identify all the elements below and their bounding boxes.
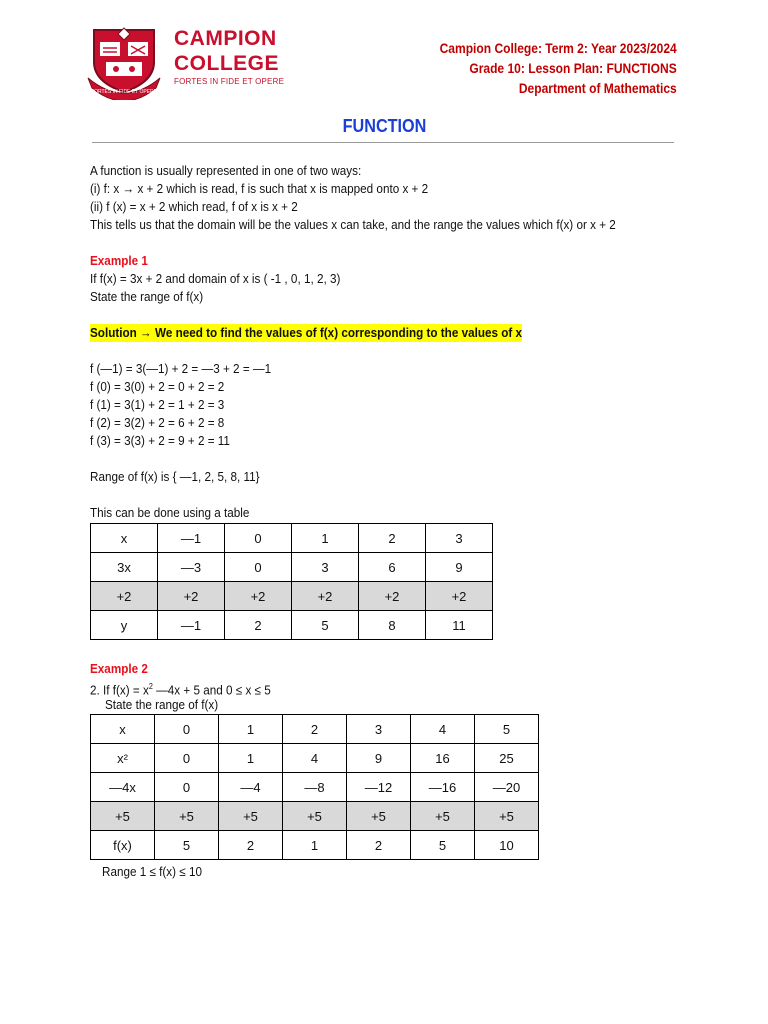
table-cell: 2 [225,611,292,640]
table-cell: 5 [155,831,219,860]
row-header-cell: —4x [91,773,155,802]
table-cell: 5 [292,611,359,640]
table-cell: 3 [426,524,493,553]
table-cell: +2 [426,582,493,611]
row-header-cell: x² [91,744,155,773]
example2-heading: Example 2 [90,661,148,676]
table-cell: +5 [219,802,283,831]
table-cell: 10 [475,831,539,860]
table-cell: 3 [292,553,359,582]
row-header-cell: x [91,524,158,553]
title-divider [92,142,674,143]
table-cell: 25 [475,744,539,773]
table-cell: 1 [219,744,283,773]
row-header-cell: +2 [91,582,158,611]
table-cell: 5 [475,715,539,744]
table-cell: —1 [158,611,225,640]
table-cell: 2 [347,831,411,860]
table-cell: 8 [359,611,426,640]
table-row [91,802,539,831]
table-cell: +5 [411,802,475,831]
table-cell: 0 [155,715,219,744]
table-cell: 5 [411,831,475,860]
working-line: f (0) = 3(0) + 2 = 0 + 2 = 2 [90,379,225,394]
table-cell: 9 [347,744,411,773]
intro-line: (i) f: x → x + 2 which is read, f is such that x is mapped onto x + 2 [90,181,429,196]
table-cell: —20 [475,773,539,802]
example2-table [90,714,539,860]
seal-lettering: FORTES IN FIDE ET OPERE [91,89,157,95]
table-cell: 1 [283,831,347,860]
example2-range: Range 1 ≤ f(x) ≤ 10 [102,864,202,879]
example2-instruction: State the range of f(x) [105,697,219,712]
table-cell: 4 [411,715,475,744]
table-cell: +5 [347,802,411,831]
table-cell: 4 [283,744,347,773]
table-row [91,553,493,582]
table-cell: +2 [292,582,359,611]
table-cell: —1 [158,524,225,553]
table-cell: —3 [158,553,225,582]
row-header-cell: f(x) [91,831,155,860]
table-row [91,744,539,773]
example1-question: If f(x) = 3x + 2 and domain of x is ( -1 , 0, 1, 2, 3) [90,271,341,286]
working-line: f (2) = 3(2) + 2 = 6 + 2 = 8 [90,415,225,430]
table-row [91,611,493,640]
table-row [91,715,539,744]
working-line: f (1) = 3(1) + 2 = 1 + 2 = 3 [90,397,225,412]
department-line: Department of Mathematics [519,80,677,96]
table-cell: +2 [158,582,225,611]
table-cell: 9 [426,553,493,582]
solution-statement: Solution → We need to find the values of f(x) corresponding to the values of x [90,325,523,340]
table-cell: +5 [283,802,347,831]
table-cell: —4 [219,773,283,802]
table-cell: —12 [347,773,411,802]
intro-line: A function is usually represented in one of two ways: [90,163,362,178]
working-line: f (3) = 3(3) + 2 = 9 + 2 = 11 [90,433,230,448]
intro-line: This tells us that the domain will be the values x can take, and the range the values which f(x) or x + 2 [90,217,616,232]
lesson-plan-line: Grade 10: Lesson Plan: FUNCTIONS [469,60,677,76]
page-title: FUNCTION [342,116,426,136]
table-row [91,582,493,611]
table-cell: 0 [155,744,219,773]
working-line: f (—1) = 3(—1) + 2 = —3 + 2 = —1 [90,361,272,376]
college-crest-logo [84,22,164,100]
term-line: Campion College: Term 2: Year 2023/2024 [439,40,677,56]
table-cell: 1 [292,524,359,553]
row-header-cell: y [91,611,158,640]
table-row [91,773,539,802]
row-header-cell: +5 [91,802,155,831]
table-cell: 1 [219,715,283,744]
document-header-info [401,38,677,98]
table-cell: —8 [283,773,347,802]
table-cell: 2 [283,715,347,744]
example2-question: 2. If $f(x) = x^2$ —4x + 5 and 0 ≤ x ≤ 5 [90,682,271,698]
college-name-line2: COLLEGE [174,52,280,75]
table-cell: +2 [225,582,292,611]
example1-heading: Example 1 [90,253,148,268]
table-cell: 0 [225,553,292,582]
table-cell: +5 [475,802,539,831]
college-motto: FORTES IN FIDE ET OPERE [174,77,285,86]
table-cell: 3 [347,715,411,744]
table-cell: 16 [411,744,475,773]
row-header-cell: 3x [91,553,158,582]
example1-table [90,523,493,640]
table-cell: +5 [155,802,219,831]
table-cell: 0 [225,524,292,553]
table-cell: 6 [359,553,426,582]
table-intro: This can be done using a table [90,505,250,520]
row-header-cell: x [91,715,155,744]
college-wordmark [174,26,284,86]
table-cell: 11 [426,611,493,640]
table-cell: —16 [411,773,475,802]
table-cell: 2 [219,831,283,860]
table-row [91,524,493,553]
table-cell: +2 [359,582,426,611]
lesson-content [90,162,690,522]
intro-line: (ii) f (x) = x + 2 which read, f of x is x + 2 [90,199,298,214]
example1-question: State the range of f(x) [90,289,204,304]
table-cell: 2 [359,524,426,553]
college-name-line1: CAMPION [174,27,277,50]
table-row [91,831,539,860]
table-cell: 0 [155,773,219,802]
example1-range: Range of f(x) is { —1, 2, 5, 8, 11} [90,469,260,484]
